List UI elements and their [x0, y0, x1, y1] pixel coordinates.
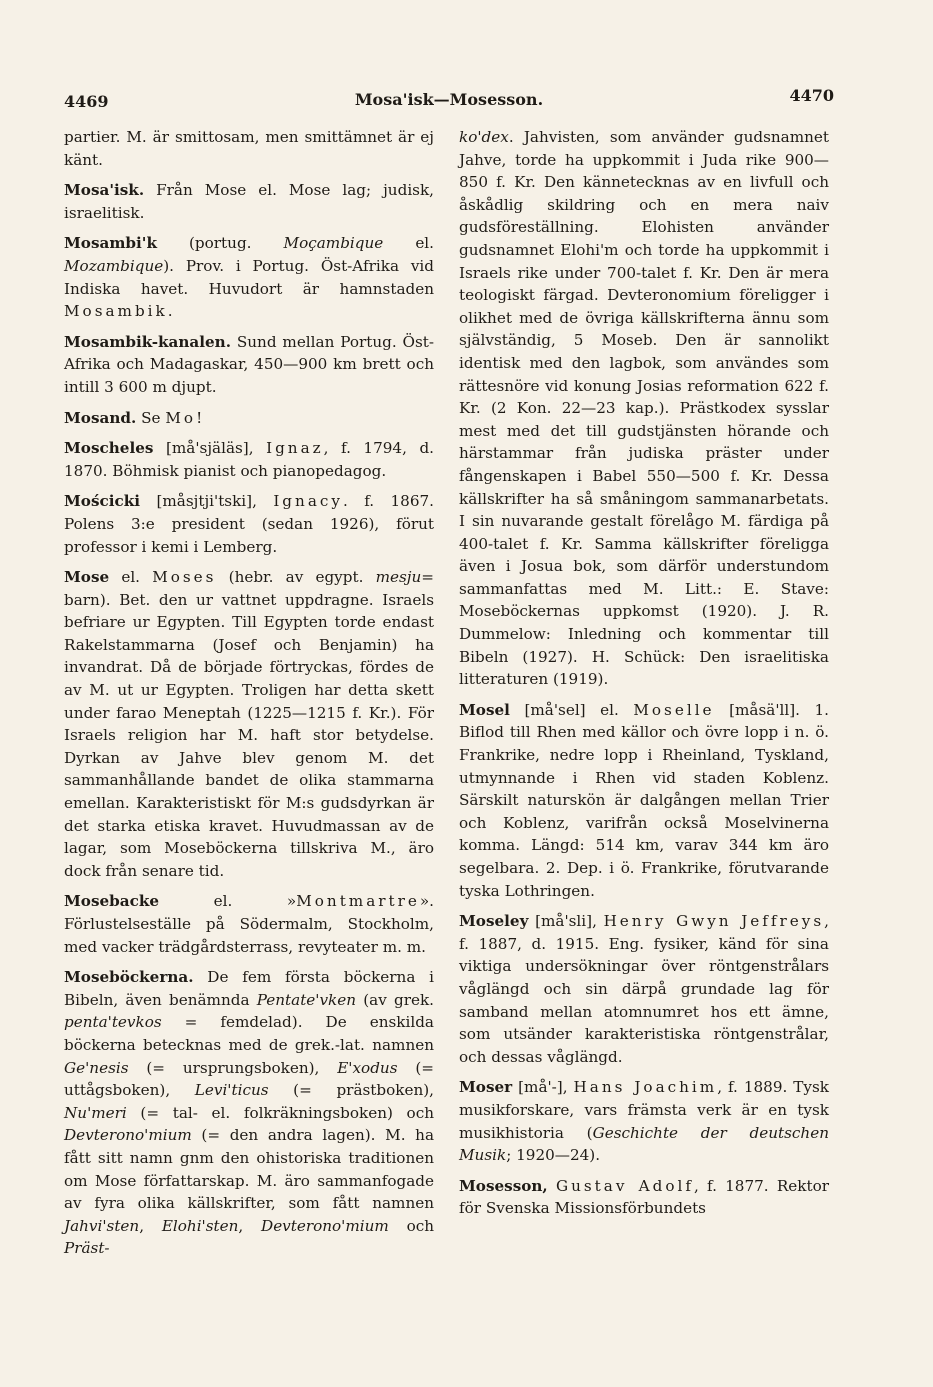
entry-mosambik-kanalen: Mosambik-kanalen. Sund mellan Portug. Öst-Afrika och Madagaskar, 450—900 km brett och intill 3 600 m djupt. — [64, 332, 434, 396]
entry-continuation: ko'dex. Jahvisten, som använder gudsnamnet Jahve, torde ha uppkommit i Juda rike 900—850 f. Kr. Den kännetecknas av en livfull och åskådlig skildring och en mera naiv gudsföreställning. Elohisten använder gudsnamnet Elohi'm och torde ha uppkommit i Israels rike under 700-talet f. Kr. Den är mera teologiskt färgad. Devteronomium föreligger i olikhet med de övriga källskrifterna ännu som självständig, 5 Moseb. Den är sannolikt identisk med den lagbok, som användes som rättesnöre vid konung Josias reformation 622 f. Kr. (2 Kon. 22—23 kap.). Prästkodex sysslar mest med det till gudstjänsten hörande och härstammar från judiska präster under fångenskapen i Babel 550—500 f. Kr. Dessa källskrifter ha så småningom sammanarbetats. I sin nuvarande gestalt förelågo M. färdiga på 400-talet f. Kr. Samma källskrifter föreligga även i Josua bok, som därför understundom sammanfattas med M. Litt.: E. Stave: Moseböckernas uppkomst (1920). J. R. Dummelow: Inledning och kommentar till Bibeln (1927). H. Schück: Den israelitiska litteraturen (1919). — [459, 128, 829, 689]
page-number-right: 4470 — [789, 86, 834, 105]
headword: Mosambik-kanalen. — [64, 332, 232, 351]
entry-moscheles: Moscheles [må'själäs], Ignaz, f. 1794, d. 1870. Böhmisk pianist och pianopedagog. — [64, 439, 434, 480]
headword: Moscheles — [64, 439, 154, 458]
left-column — [64, 126, 434, 1268]
headword: Mosebacke — [64, 892, 160, 911]
headword: Moser — [459, 1078, 513, 1097]
entry-moseböckerna: Moseböckerna. De fem första böckerna i Bibeln, även benämnda Pentate'vken (av grek. penta'tevkos = femdelad). De enskilda böckerna betecknas med de grek.-lat. namnen Ge'nesis (= ursprungsboken), E'xodus (= uttågsboken), Levi'ticus (= prästboken), Nu'meri (= tal- el. folkräkningsboken) och Devterono'mium (= den andra lagen). M. ha fått sitt namn gnm den ohistoriska traditionen om Mose författarskap. M. äro sammanfogade av fyra olika källskrifter, som fått namnen Jahvi'sten, Elohi'sten, Devterono'mium och Präst- — [64, 968, 435, 1258]
entry-mosambik: Mosambi'k (portug. Moçambique el. Mozambique). Prov. i Portug. Öst-Afrika vid Indiska havet. Huvudort är hamnstaden Mosambik. — [64, 234, 434, 321]
entry-continuation: partier. M. är smittosam, men smittämnet är ej känt. — [64, 128, 434, 169]
headword: Mościcki — [64, 492, 141, 511]
entry-mose: Mose el. Moses (hebr. av egypt. mesju= barn). Bet. den ur vattnet uppdragne. Israels befriare ur Egypten. Till Egypten torde endast Rakelstammarna (Josef och Benjamin) ha invandrat. Då de började förtryckas, fördes de av M. ut ur Egypten. Troligen har detta skett under farao Meneptah (1225—1215 f. Kr.). För Israels religion har M. haft stor betydelse. Dyrkan av Jahve blev genom M. det sammanhållande bandet de olika stammarna emellan. Karakteristiskt för M:s gudsdyrkan är det starka etiska kravet. Huvudmassan av de lagar, som Moseböckerna tillskriva M., äro dock från senare tid. — [64, 568, 434, 880]
entry-mosel: Mosel [må'sel] el. Moselle [måsä'll]. 1. Biflod till Rhen med källor och övre lopp i n. ö. Frankrike, nedre lopp i Rheinland, Tyskland, utmynnande i Rhen vid staden Koblenz. Särskilt naturskön är dalgången mellan Trier och Koblenz, varifrån också Moselvinerna komma. Längd: 514 km, varav 344 km äro segelbara. 2. Dep. i ö. Frankrike, förutvarande tyska Lothringen. — [459, 700, 829, 900]
entry-mosaisk: Mosa'isk. Från Mose el. Mose lag; judisk, israelitisk. — [64, 181, 434, 222]
entry-mosebacke: Mosebacke el. »Montmartre». Förlustelseställe på Södermalm, Stockholm, med vacker trädgårdsterrass, revyteater m. m. — [64, 892, 434, 956]
headword: Mosel — [459, 700, 510, 719]
right-column — [459, 126, 829, 1228]
headword: Mosesson, — [459, 1176, 548, 1195]
headword: Moseley — [459, 912, 529, 931]
page-number-left: 4469 — [64, 92, 109, 111]
entry-mosesson: Mosesson, Gustav Adolf, f. 1877. Rektor för Svenska Missionsförbundets — [459, 1176, 829, 1218]
entry-mosand: Mosand. Se Mo! — [64, 408, 203, 427]
entry-moscicki: Mościcki [måsjtji'tski], Ignacy. f. 1867. Polens 3:e president (sedan 1926), förut professor i kemi i Lemberg. — [64, 492, 434, 556]
headword: Moseböckerna. — [64, 968, 194, 987]
headword: Mose — [64, 568, 110, 587]
entry-moseley: Moseley [må'sli], Henry Gwyn Jeffreys, f. 1887, d. 1915. Eng. fysiker, känd för sina viktiga undersökningar över röntgenstrålars våglängd och sin därpå grundade lag för samband mellan atomnumret hos ett ämne, som utsänder karakteristiska röntgenstrålar, och dessas våglängd. — [459, 912, 829, 1066]
running-title: Mosa'isk—Mosesson. — [354, 90, 544, 109]
page-header — [64, 86, 834, 112]
entry-moser: Moser [må'-], Hans Joachim, f. 1889. Tysk musikforskare, vars främsta verk är en tysk musikhistoria (Geschichte der deutschen Musik; 1920—24). — [459, 1078, 829, 1165]
headword: Mosambi'k — [64, 234, 157, 253]
headword: Mosa'isk. — [64, 181, 145, 200]
headword: Mosand. — [64, 408, 137, 427]
